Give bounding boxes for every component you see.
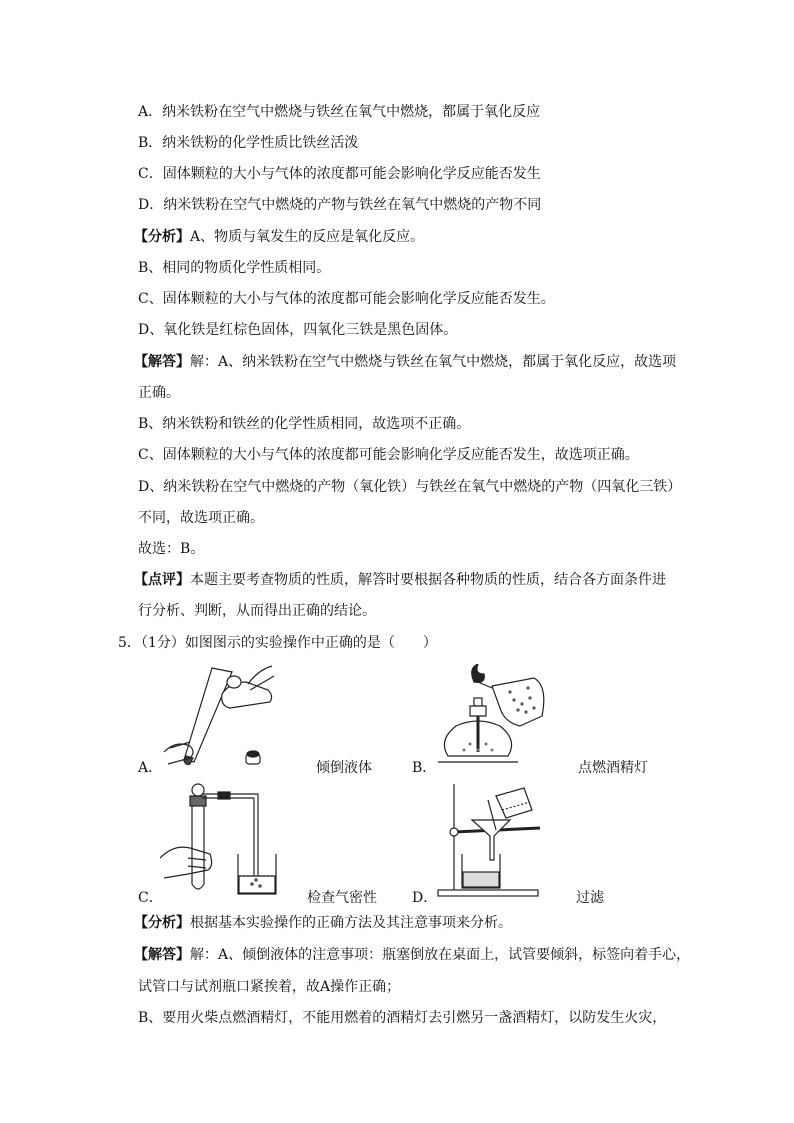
answer-prev-line: 正确。 — [138, 385, 180, 401]
option-d-prev: D．纳米铁粉在空气中燃烧的产物与铁丝在氧气中燃烧的产物不同 — [138, 197, 542, 213]
option-b-caption: 点燃酒精灯 — [578, 760, 648, 776]
question-5-stem: 5．（1分）如图图示的实验操作中正确的是（ ） — [118, 635, 437, 651]
answer-5-text: 解：A、倾倒液体的注意事项：瓶塞倒放在桌面上，试管要倾斜，标签向着手心， — [190, 947, 691, 963]
answer-prev-line: D、纳米铁粉在空气中燃烧的产物（氧化铁）与铁丝在氧气中燃烧的产物（四氧化三铁） — [138, 479, 682, 495]
option-a-caption: 倾倒液体 — [316, 760, 372, 776]
answer-text: 解：A、纳米铁粉在空气中燃烧与铁丝在氧气中燃烧，都属于氧化反应，故选项 — [190, 354, 677, 370]
analysis-5 — [134, 913, 512, 933]
option-c-prev: C．固体颗粒的大小与气体的浓度都可能会影响化学反应能否发生 — [138, 166, 541, 182]
comment-prev-first — [134, 570, 666, 590]
figure-light-alcohol-lamp — [434, 664, 554, 774]
option-c-letter: C． — [138, 890, 163, 906]
answer-tag: 【解答】 — [134, 354, 190, 370]
answer-5-first — [134, 945, 690, 965]
figure-filtration — [428, 780, 548, 898]
answer-prev-line: C、固体颗粒的大小与气体的浓度都可能会影响化学反应能否发生，故选项正确。 — [138, 447, 639, 463]
answer-prev-line: 不同，故选项正确。 — [138, 510, 264, 526]
option-b-prev: B．纳米铁粉的化学性质比铁丝活泼 — [138, 135, 359, 151]
figure-pour-liquid — [160, 660, 280, 772]
analysis-prev-line: B、相同的物质化学性质相同。 — [138, 260, 331, 276]
option-a-letter: A． — [138, 760, 163, 776]
option-d-caption: 过滤 — [576, 890, 604, 906]
analysis-prev-line: C、固体颗粒的大小与气体的浓度都可能会影响化学反应能否发生。 — [138, 291, 555, 307]
figure-check-airtightness — [160, 782, 280, 898]
analysis-prev-first — [134, 227, 424, 247]
analysis-text: A、物质与氧发生的反应是氧化反应。 — [190, 229, 425, 245]
answer-prev-first — [134, 352, 676, 372]
analysis-prev-line: D、氧化铁是红棕色固体，四氧化三铁是黑色固体。 — [138, 322, 458, 338]
answer-5-line: B、要用火柴点燃酒精灯，不能用燃着的酒精灯去引燃另一盏酒精灯，以防发生火灾， — [138, 1010, 667, 1026]
answer-5-tag: 【解答】 — [134, 947, 190, 963]
answer-prev-line: B、纳米铁粉和铁丝的化学性质相同，故选项不正确。 — [138, 416, 471, 432]
analysis-5-text: 根据基本实验操作的正确方法及其注意事项来分析。 — [190, 915, 512, 931]
option-b-letter: B． — [412, 760, 437, 776]
analysis-5-tag: 【分析】 — [134, 915, 190, 931]
comment-tag: 【点评】 — [134, 572, 190, 588]
option-a-prev: A．纳米铁粉在空气中燃烧与铁丝在氧气中燃烧，都属于氧化反应 — [138, 104, 541, 120]
answer-5-line: 试管口与试剂瓶口紧挨着，故A操作正确； — [138, 979, 401, 995]
answer-prev-line: 故选：B。 — [138, 541, 205, 557]
option-c-caption: 检查气密性 — [307, 890, 377, 906]
comment-text: 本题主要考查物质的性质，解答时要根据各种物质的性质，结合各方面条件进 — [190, 572, 666, 588]
option-d-letter: D． — [412, 890, 438, 906]
analysis-tag: 【分析】 — [134, 229, 190, 245]
comment-prev-second: 行分析、判断，从而得出正确的结论。 — [138, 603, 376, 619]
